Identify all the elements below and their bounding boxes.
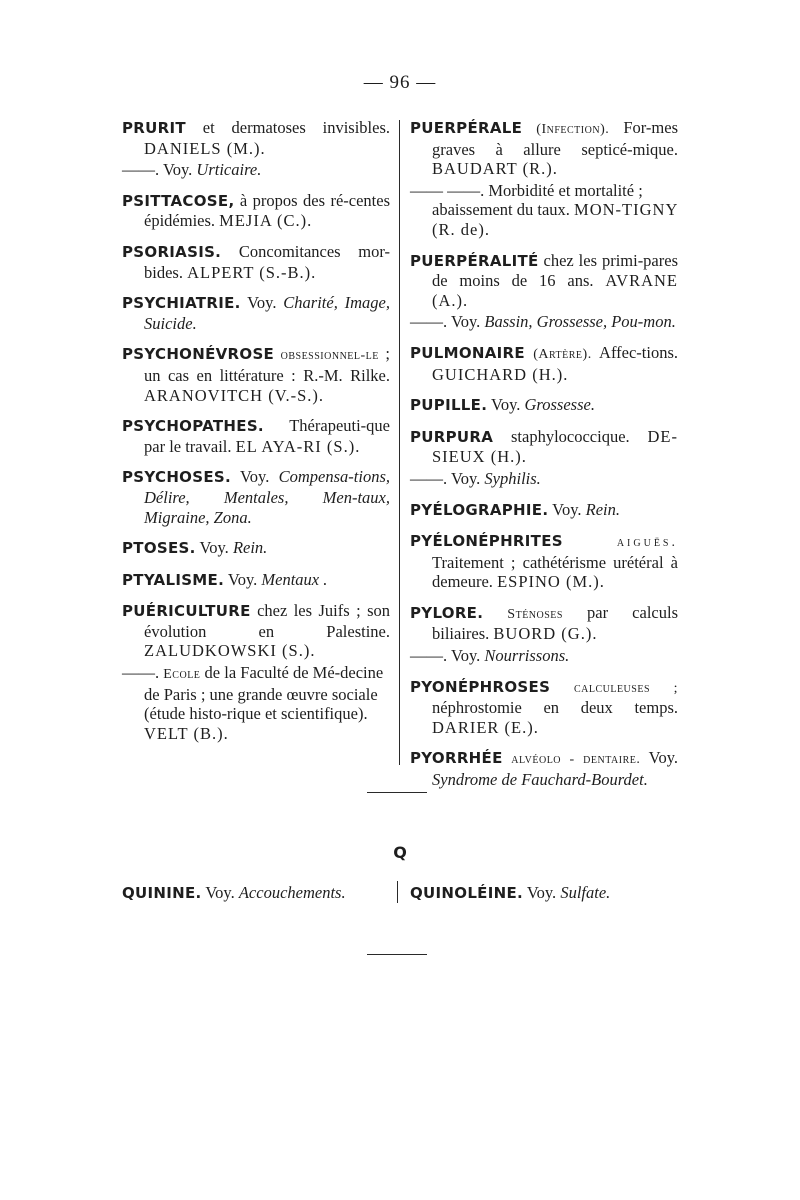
headword: PURPURA (410, 427, 494, 446)
qualifier: obsessionnel-le (280, 348, 379, 364)
author: VELT (B.). (144, 723, 229, 743)
headword: PUERPÉRALE (410, 119, 523, 137)
headword: PYÉLONÉPHRITES (410, 532, 563, 551)
headword: QUINOLÉINE. (410, 884, 524, 902)
see-reference: Charité, Image, Suicide. (144, 293, 391, 333)
author: GUICHARD (H.). (432, 364, 569, 384)
headword: PSORIASIS. (122, 242, 222, 261)
entry-pupille (410, 395, 678, 416)
entry-text: Traitement ; cathétérisme urétéral à demeure. (432, 552, 678, 592)
see-label: Voy. (450, 646, 481, 666)
entry-pyorrhee (410, 748, 678, 789)
entry-quinoleine (410, 883, 610, 903)
headword: PSYCHOSES. (122, 468, 231, 487)
entry-puericulture (122, 601, 390, 661)
see-also (410, 469, 678, 489)
entry-text: à propos des ré-centes épidémies. (144, 190, 391, 231)
see-reference: Accouchements. (238, 883, 346, 902)
entry-text: ; un cas en littérature : R.-M. Rilke. (144, 344, 391, 385)
qualifier: calculeuses ; (573, 680, 679, 696)
entry-pylore (410, 603, 678, 644)
headword: PRURIT (122, 119, 186, 137)
headword: PSITTACOSE, (122, 191, 235, 210)
see-reference: Mentaux . (261, 569, 328, 589)
qualifier: Ecole (163, 667, 201, 683)
headword: PSYCHIATRIE. (122, 294, 241, 313)
author: BUORD (G.). (493, 624, 598, 644)
entry-puerperale (410, 118, 678, 179)
entry-pulmonaire (410, 343, 678, 384)
headword: PUERPÉRALITÉ (410, 251, 539, 270)
entry-pyelographie (410, 500, 678, 521)
see-also (410, 646, 678, 666)
entry-ptyalisme (122, 570, 390, 591)
entry-text: Concomitances mor-bides. (144, 241, 390, 282)
author: ESPINO (M.). (497, 572, 605, 592)
headword: PYORRHÉE (410, 749, 503, 768)
see-label: Voy. (247, 293, 277, 313)
headword: PYONÉPHROSES (410, 677, 551, 696)
see-reference: Grossesse. (524, 395, 595, 415)
entry-psychoses (122, 467, 390, 527)
left-column (122, 118, 390, 754)
section-letter: Q (393, 843, 407, 862)
entry-psychonevrose (122, 344, 390, 405)
entry-text: Affec-tions. (599, 342, 679, 362)
see-reference: Sulfate. (560, 883, 611, 902)
qualifier: (Infection). (536, 122, 610, 137)
see-reference: Rein. (232, 538, 268, 558)
section-rule-bottom (367, 954, 427, 955)
qualifier: aiguës. (616, 535, 678, 551)
entry-text: par calculs biliaires. (432, 602, 678, 644)
headword: PULMONAIRE (410, 343, 525, 362)
see-reference: Compensa-tions, Délire, Mentales, Men-taux, Migraine, Zona. (144, 467, 391, 527)
qualifier: Sténoses (507, 606, 563, 622)
author: AVRANE (A.). (432, 271, 679, 310)
sub-entry (122, 663, 390, 743)
column-divider (399, 120, 400, 765)
sub-entry (410, 181, 678, 240)
author: DE-SIEUX (H.). (432, 426, 678, 467)
right-column (410, 118, 678, 801)
see-label: Voy. (450, 468, 481, 488)
see-reference: Syphilis. (484, 468, 541, 488)
author: DANIELS (M.). (144, 138, 266, 158)
see-reference: Nourrissons. (484, 646, 570, 666)
author: MON-TIGNY (R. de). (432, 200, 678, 239)
see-label: Voy. (648, 748, 678, 768)
author: ZALUDKOWSKI (S.). (144, 641, 316, 661)
entry-text: chez les Juifs ; son évolution en Palestine. (144, 601, 391, 641)
see-label: Voy. (450, 312, 481, 332)
qualifier: alvéolo - dentaire. (511, 752, 641, 768)
entry-text: chez les primi-pares de moins de 16 ans. (432, 250, 678, 291)
see-label: Voy. (491, 395, 521, 415)
entry-text: néphrostomie en deux temps. (432, 698, 678, 718)
qualifier: (Artère). (533, 346, 592, 362)
see-label: Voy. (227, 569, 258, 589)
entry-purpura (410, 427, 678, 467)
author: ARANOVITCH (V.-S.). (144, 385, 325, 405)
see-also (122, 160, 390, 180)
author: EL AYA-RI (S.). (235, 436, 361, 456)
section-rule-top (367, 792, 427, 793)
headword: PSYCHONÉVROSE (122, 345, 275, 364)
entry-psittacose (122, 191, 390, 231)
headword: PYLORE. (410, 603, 484, 622)
see-reference: Bassin, Grossesse, Pou-mon. (484, 312, 676, 332)
see-label: Voy. (205, 883, 235, 902)
entry-psoriasis (122, 242, 390, 282)
headword: PUÉRICULTURE (122, 602, 251, 621)
column-divider-bottom (397, 881, 398, 903)
see-label: Voy. (162, 160, 193, 180)
entry-pyonephroses (410, 677, 678, 738)
entry-quinine (122, 883, 346, 903)
entry-text: For-mes graves à allure septicé-mique. (432, 118, 679, 159)
entry-puerperalite (410, 251, 678, 311)
dash: ——. (122, 160, 160, 180)
entry-text: staphylococcique. (511, 426, 630, 446)
see-reference: Rein. (585, 499, 620, 519)
page-number: — 96 — (363, 72, 437, 93)
author: DARIER (E.). (432, 717, 539, 737)
entry-text: Morbidité et mortalité ; abaissement du taux. (432, 180, 643, 220)
entry-psychopathes (122, 416, 390, 456)
see-label: Voy. (526, 883, 557, 902)
entry-ptoses (122, 538, 390, 559)
author: MEJIA (C.). (219, 211, 313, 231)
dash: ——. (410, 468, 448, 488)
headword: PTOSES. (122, 539, 196, 558)
headword: PSYCHOPATHES. (122, 417, 264, 436)
headword: PUPILLE. (410, 396, 488, 415)
dash: ——. (410, 312, 448, 332)
entry-text: de la Faculté de Mé-decine de Paris ; une grande œuvre sociale (étude histo-rique et scientifique). (144, 663, 384, 724)
see-label: Voy. (552, 499, 582, 519)
entry-psychiatrie (122, 293, 390, 333)
see-also (410, 312, 678, 332)
headword: PTYALISME. (122, 570, 225, 589)
author: BAUDART (R.). (432, 159, 558, 179)
entry-pyelonephrites (410, 531, 678, 592)
dash: ——. (122, 663, 160, 683)
see-reference: Urticaire. (196, 160, 262, 180)
see-label: Voy. (199, 538, 229, 558)
entry-text: Thérapeuti-que par le travail. (144, 416, 390, 456)
see-reference: Syndrome de Fauchard-Bourdet. (432, 770, 648, 790)
headword: PYÉLOGRAPHIE. (410, 500, 549, 519)
entry-prurit (122, 118, 390, 158)
see-label: Voy. (240, 467, 270, 487)
double-dash: —— ——. (410, 180, 485, 200)
entry-text: et dermatoses invisibles. (202, 118, 391, 137)
dash: ——. (410, 646, 448, 666)
author: ALPERT (S.-B.). (187, 262, 317, 282)
headword: QUININE. (122, 884, 202, 902)
